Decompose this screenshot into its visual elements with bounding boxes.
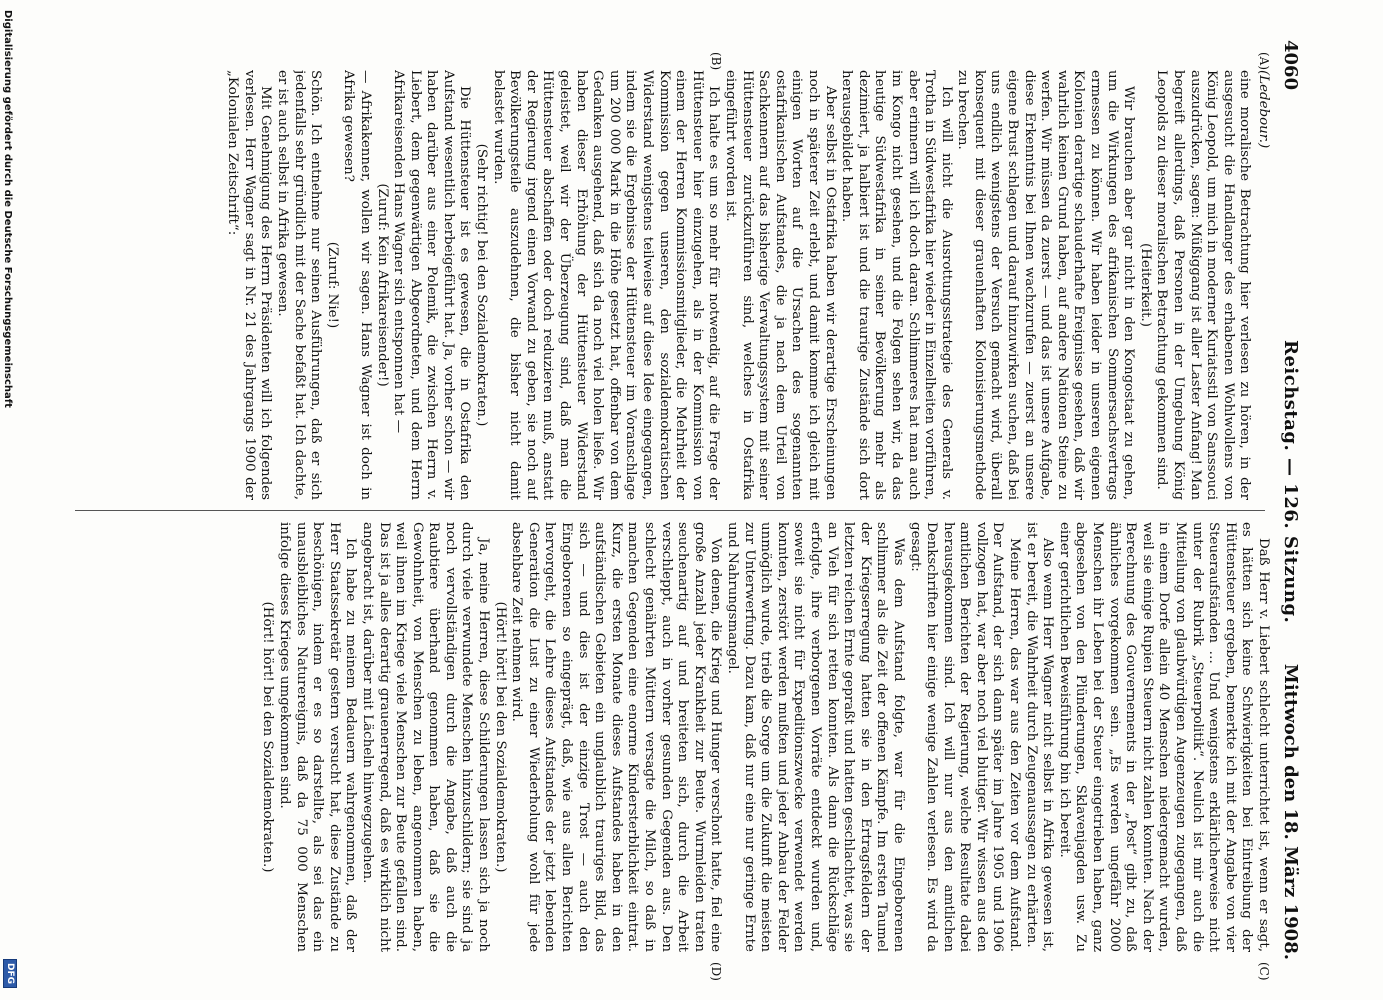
digitization-credit: Digitalisierung gefördert durch die Deutsche Forschungsgemeinschaft	[2, 10, 13, 408]
paragraph: Was dem Aufstand folgte, war für die Eingeborenen schlimmer als die Zeit der offenen Kämpfe. Im ersten Taumel der Kriegserregung hatten sie in den Ertragsfeldern der letzten reichen Ernte gepraßt und hatten geschlachtet, was sie an Vieh für sich retten konnten. Als dann die Rückschläge erfolgte, ihre verborgenen Vorräte entdeckt wurden und, soweit sie nicht für Expeditionszwecke verwendet werden konnten, zerstört werden mußten und jeder Anbau der Felder unmöglich wurde, trieb die Sorge um die Zukunft die meisten zur Unterwerfung. Dazu kam, daß nur eine nur geringe Ernte und Nahrungsmangel.	[725, 522, 906, 952]
interjection: (Zuruf: Nie!)	[324, 241, 340, 329]
page-title: Reichstag. — 126. Sitzung.	[1280, 340, 1301, 624]
margin-marker-a: (A)	[1257, 52, 1271, 71]
margin-marker-b: (B)	[709, 52, 723, 71]
interjection: (Heiterkeit.)	[1137, 243, 1153, 327]
interjection: (Hört! hört! bei den Sozialdemokraten.)	[260, 601, 276, 873]
paragraph: Schön. Ich entnehme nur seinen Ausführungen, daß er sich jedenfalls sehr gründlich mit der Sache befaßt hat. Ich dachte, er ist auch selbst in Afrika gewesen.	[274, 70, 324, 500]
paragraph: Ich habe zu meinem Bedauern wahrgenommen, daß der Herr Staatssekretär gestern versucht hat, diese Zustände zu beschönigen, indem er es so darstellte, als sei das ein unausbleibliches Naturereignis, daß da 75 000 Menschen infolge dieses Krieges umgekommen sind.	[276, 522, 359, 952]
paragraph: Aber selbst in Ostafrika haben wir derartige Erscheinungen noch in späterer Zeit erlebt, und damit komme ich gleich mit einigen Worten auf die Ursachen des sogenannten ostafrikanischen Aufstandes, die ja nach dem Urteil von Sachkennern auf das bisherige Verwaltungssystem mit seiner Hüttensteuer zurückzuführen sind, welches in Ostafrika eingeführt worden ist.	[723, 70, 838, 500]
interjection: (Zuruf: Kein Afrikareisender!)	[374, 183, 390, 387]
column-divider	[75, 510, 1265, 511]
left-column	[71, 70, 1271, 500]
paragraph: Die Hüttensteuer ist es gewesen, die in Ostafrika den Aufstand wesentlich herbeigeführt hat. Ja, vorher schon — wir haben darüber aus einer Polemik, die zwischen Herrn v. Liebert, dem gegenwärtigen Abgeordneten, und dem Herrn Afrikareisenden Hans Wagner sich entsponnen hat —	[391, 70, 473, 500]
speaker-name: (Ledebour.)	[1256, 70, 1271, 149]
paragraph: Also wenn Herr Wagner nicht selbst in Afrika gewesen ist, ist er bereit, die Wahrheit durch Zeugenaussagen zu erhärten.	[1023, 522, 1056, 952]
dfg-logo: DFG	[3, 959, 17, 988]
paragraph: Ich will nicht die Ausrottungsstrategie des Generals v. Trotha in Südwestafrika hier wieder in Einzelheiten vorführen, aber erinnern will ich doch daran. Schlimmeres hat man auch im Kongo nicht gesehen, und die Folgen sehen wir, da das heutige Südwestafrika in seiner Bevölkerung mehr als dezimiert, ja halbiert ist und die traurige Zustände sich dort herausgebildet haben.	[839, 70, 954, 500]
interjection: (Sehr richtig! bei den Sozialdemokraten.)	[474, 143, 490, 427]
paragraph: Mit Genehmigung des Herrn Präsidenten will ich folgendes verlesen. Herr Wagner sagt in Nr. 21 des Jahrgangs 1900 der „Kolonialen Zeitschrift“:	[225, 70, 274, 500]
paragraph: Ja, meine Herren, diese Schilderungen lassen sich ja noch durch viele verwundete Menschen hinzuschildern; sie sind ja noch vervollständigen durch die Angabe, daß auch die Raubtiere überhand genommen haben, daß sie die Gewohnheit, von Menschen zu leben, angenommen haben, weil ihnen im Kriege viele Menschen zur Beute gefallen sind. Das ist ja alles derartig grauenerregend, daß es wirklich nicht angebracht ist, darüber mit Lächeln hinwegzugehen.	[359, 522, 492, 952]
paragraph: Von denen, die Krieg und Hunger verschont hatte, fiel eine große Anzahl jeder Krankheit zur Beute. Wurmleiden traten seuchenartig auf und breiteten sich, durch die Arbeit verschleppt, auch in vorher gesunden Gegenden aus. Den schlecht genährten Müttern versagte die Milch, so daß in manchen Gegenden eine enorme Kindersterblichkeit eintrat. Kurz, die ersten Monate dieses Aufstandes haben in den aufständischen Gebieten ein unglaublich trauriges Bild, das sich — und dies ist der einzige Trost — auch den Eingeborenen so eingeprägt, daß, wie aus allen Berichten hervorgeht, die Lehre dieses Aufstandes der jetzt lebenden Generation die Lust zu einer Wiederholung wohl für jede absehbare Zeit nehmen wird.	[509, 522, 724, 952]
paragraph: Ich halte es um so mehr für notwendig, auf die Frage der Hüttensteuer hier einzugehen, als in der Kommission von einem der Herren Kommissionsmitglieder, die Mehrheit der Kommission gegen unseren, den sozialdemokratischen Widerstand wenigstens teilweise auf diese Idee eingegangen, indem sie die Ergebnisse der Hüttensteuer im Voranschlage um 200 000 Mark in die Höhe gesetzt hat, offenbar von dem Gedanken ausgehend, daß sich da noch viel holen ließe. Wir haben dieser Erhöhung der Hüttensteuer Widerstand geleistet, weil wir der Überzeugung sind, daß man die Hüttensteuer abschaffen oder doch reduzieren muß, anstatt der Regierung irgend einen Vorwand zu geben, sie noch auf Bevölkerungsteile auszudehnen, die bisher nicht damit belastet wurden.	[490, 70, 722, 500]
margin-marker-c: (C)	[1257, 962, 1271, 981]
interjection: (Hört! hört! bei den Sozialdemokraten.)	[492, 601, 508, 873]
paragraph: Wir brauchen aber gar nicht in den Kongostaat zu gehen, um die Wirkungen des afrikanischen Sommersachsvertrags ermessen zu können. Wir haben leider in unseren eigenen Kolonien derartige schauderhafte Ereignisse gesehen, daß wir wahrlich keinen Grund haben, auf andere Nationen Steine zu werfen. Wir müssen da zuerst — und das ist unsere Aufgabe, diese Erkenntnis bei Ihnen wachzurufen — zuerst an unsere eigene Brust schlagen und darauf hinzuwirken suchen, daß bei uns endlich wenigstens der Versuch gemacht wird, überall konsequent mit dieser grauenhaften Kolonisierungsmethode zu brechen.	[955, 70, 1137, 500]
session-date: Mittwoch den 18. März 1908.	[1280, 663, 1301, 960]
paragraph: — Afrikakenner, wollen wir sagen. Hans Wagner ist doch in Afrika gewesen?	[341, 70, 373, 500]
paragraph: Daß Herr v. Liebert schlecht unterrichtet ist, wenn er sagt, es hätten sich keine Schwierigkeiten bei Eintreibung der Hüttensteuer ergeben, bemerkte ich mit der Angabe von vier Steueraufständen … Und wenigstens erklärlicherweise nicht unter der Rubrik „Steuerpolitik“. Neulich ist mir auch die Mitteilung von glaubwürdigen Augenzeugen zugegangen, daß in einem Dorfe allein 40 Menschen niedergemacht wurden, weil sie einige Rupien Steuern nicht zahlen konnten. Nach der Berechnung des Gouvernements in der „Post“ gibt zu, daß ähnliches vorgekommen sein. „Es werden ungefähr 2000 Menschen ihr Leben bei der Steuer eingetrieben haben, ganz abgesehen von den Plünderungen, Sklavenjagden usw. Zu einer gerichtlichen Beweisführung bin ich bereit.	[1056, 522, 1271, 952]
paragraph: eine moralische Betrachtung hier verlesen zu hören, in der ausgesucht die Handlanger des erhabenen Wohlwollens von König Leopold, um mich in moderner Kuriatsstil von Sanssouci auszudrücken, sagen: Müßiggang ist aller Laster Anfang! Man begreift allerdings, daß Personen in der Umgebung König Leopolds zu dieser moralischen Betrachtung gekommen sind.	[1154, 70, 1253, 500]
right-column	[71, 522, 1271, 952]
margin-marker-d: (D)	[709, 962, 723, 981]
page-number: 4060	[1280, 40, 1301, 91]
paragraph: Meine Herren, das war aus den Zeiten vor dem Aufstand. Der Aufstand, der sich dann später im Jahre 1905 und 1906 vollzogen hat, war aber noch viel blutiger. Wir wissen aus den amtlichen Berichten der Regierung, welche Resultate dabei herausgekommen sind. Ich will nur aus den amtlichen Denkschriften hier einige wenige Zahlen verlesen. Es wird da gesagt:	[907, 522, 1023, 952]
page-header	[1271, 40, 1311, 960]
